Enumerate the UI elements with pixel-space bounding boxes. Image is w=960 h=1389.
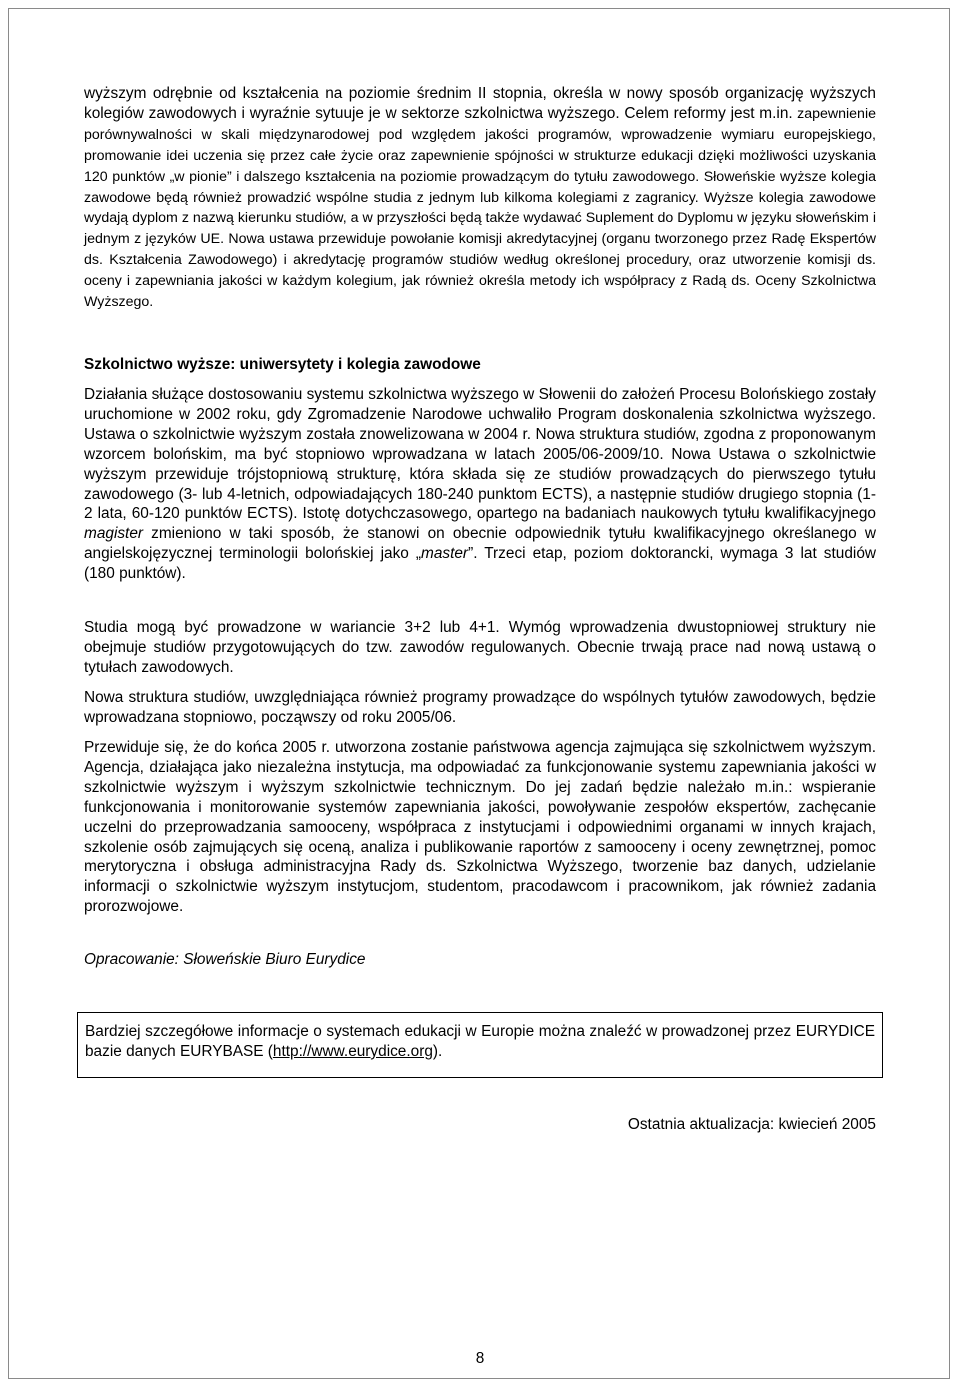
paragraph-2-text-c: ”. Trzeci etap, poziom doktorancki, wymaga 3 lat studiów (180 punktów). [84,545,876,583]
paragraph-1-part-2: zapewnienie porównywalności w skali międzynarodowej pod względem jakości programów, wprowadzenie wymiaru europejskiego, promowanie idei uczenia się przez całe życie oraz zapewnienie spójności w strukturze edukacji dzięki możliwości uzyskania 120 punktów „w pionie” i dalszego kształcenia na poziomie prowadzącym do tytułu zawodowego. Słoweńskie wyższe kolegia zawodowe będą również prowadzić wspólne studia z jednym lub kilkoma kolegiami z zagranicy. Wyższe kolegia zawodowe wydają dyplom z nazwą kierunku studiów, a w przyszłości będą także wydawać Suplement do Dyplomu w języku słoweńskim i jednym z języków UE. Nowa ustawa przewiduje powołanie komisji akredytacyjnej (organu tworzonego przez Radę Ekspertów ds. Kształcenia Zawodowego) i akredytację programów studiów według określonej procedury, oraz utworzenie komisji ds. oceny i zapewniania jakości w każdym kolegium, jak również określa metody ich współpracy z Radą ds. Oceny Szkolnictwa Wyższego. [84,105,876,311]
eurybase-info-box [77,1012,883,1078]
paragraph-3: Studia mogą być prowadzone w wariancie 3+2 lub 4+1. Wymóg wprowadzenia dwustopniowej struktury nie obejmuje studiów przygotowujących do tzw. zawodów regulowanych. Obecnie trwają prace nad nową ustawą o tytułach zawodowych. [84,619,876,676]
section-heading: Szkolnictwo wyższe: uniwersytety i kolegia zawodowe [84,356,481,373]
eurydice-link[interactable]: http://www.eurydice.org [272,1043,433,1060]
paragraph-1 [84,84,876,313]
info-box-text [85,1022,875,1062]
paragraph-2 [84,385,876,584]
paragraph-2-text-b: zmieniono w taki sposób, że stanowi on obecnie odpowiednik tytułu kwalifikacyjnego określanego w angielskojęzycznej terminologii bolońskiej jako „ [84,525,876,563]
paragraph-1-part-1: wyższym odrębnie od kształcenia na poziomie średnim II stopnia, określa w nowy sposób organizację wyższych kolegiów zawodowych i wyraźnie sytuuje je w sektorze szkolnictwa wyższego. Celem reformy jest m.in. [84,85,876,122]
term-master: master [421,545,469,563]
last-updated: Ostatnia aktualizacja: kwiecień 2005 [627,1116,876,1133]
term-magister: magister [84,525,144,543]
credit-line: Opracowanie: Słoweńskie Biuro Eurydice [84,951,366,968]
page-number: 8 [475,1350,485,1367]
info-box-text-before: Bardziej szczegółowe informacje o systemach edukacji w Europie można znaleźć w prowadzonej przez EURYDICE bazie danych EURYBASE ( [85,1023,875,1060]
paragraph-5: Przewiduje się, że do końca 2005 r. utworzona zostanie państwowa agencja zajmująca się szkolnictwem wyższym. Agencja, działająca jako niezależna instytucja, ma odpowiadać za funkcjonowanie systemu zapewniania jakości w szkolnictwie wyższym i wyższym szkolnictwie technicznym. Do jej zadań będzie należało m.in.: wspieranie funkcjonowania i monitorowanie systemów zapewniania jakości, powoływanie zespołów ekspertów, zachęcanie uczelni do przeprowadzania samooceny, współpraca z instytucjami i odpowiednimi organami w innych krajach, szkolenie osób zajmujących się oceną, analiza i publikowanie raportów z samooceny i oceny zewnętrznej, pomoc merytoryczna i obsługa administracyjna Rady ds. Szkolnictwa Wyższego, tworzenie baz danych, udzielanie informacji o szkolnictwie wyższym instytucjom, studentom, pracodawcom i pracownikom, jak również zadania prorozwojowe. [84,739,876,916]
paragraph-4: Nowa struktura studiów, uwzględniająca również programy prowadzące do wspólnych tytułów zawodowych, będzie wprowadzana stopniowo, począwszy od roku 2005/06. [84,689,876,726]
paragraph-2-text-a: Działania służące dostosowaniu systemu szkolnictwa wyższego w Słowenii do założeń Procesu Bolońskiego zostały uruchomione w 2002 roku, gdy Zgromadzenie Narodowe uchwaliło Program doskonalenia szkolnictwa wyższego. Ustawa o szkolnictwie wyższym została znowelizowana w 2004 r. Nowa struktura studiów, zgodna z proponowanym wzorcem bolońskim, ma być stopniowo wprowadzana w latach 2005/06-2009/10. Nowa Ustawa o szkolnictwie wyższym przewiduje trójstopniową strukturę, która składa się ze studiów prowadzących do pierwszego tytułu zawodowego (3- lub 4-letnich, odpowiadających 180-240 punktom ECTS), a następnie studiów drugiego stopnia (1-2 lata, 60-120 punktów ECTS). Istotę dotychczasowego, opartego na badaniach naukowych tytułu kwalifikacyjnego [84,386,876,523]
info-box-text-after: ). [432,1043,443,1060]
